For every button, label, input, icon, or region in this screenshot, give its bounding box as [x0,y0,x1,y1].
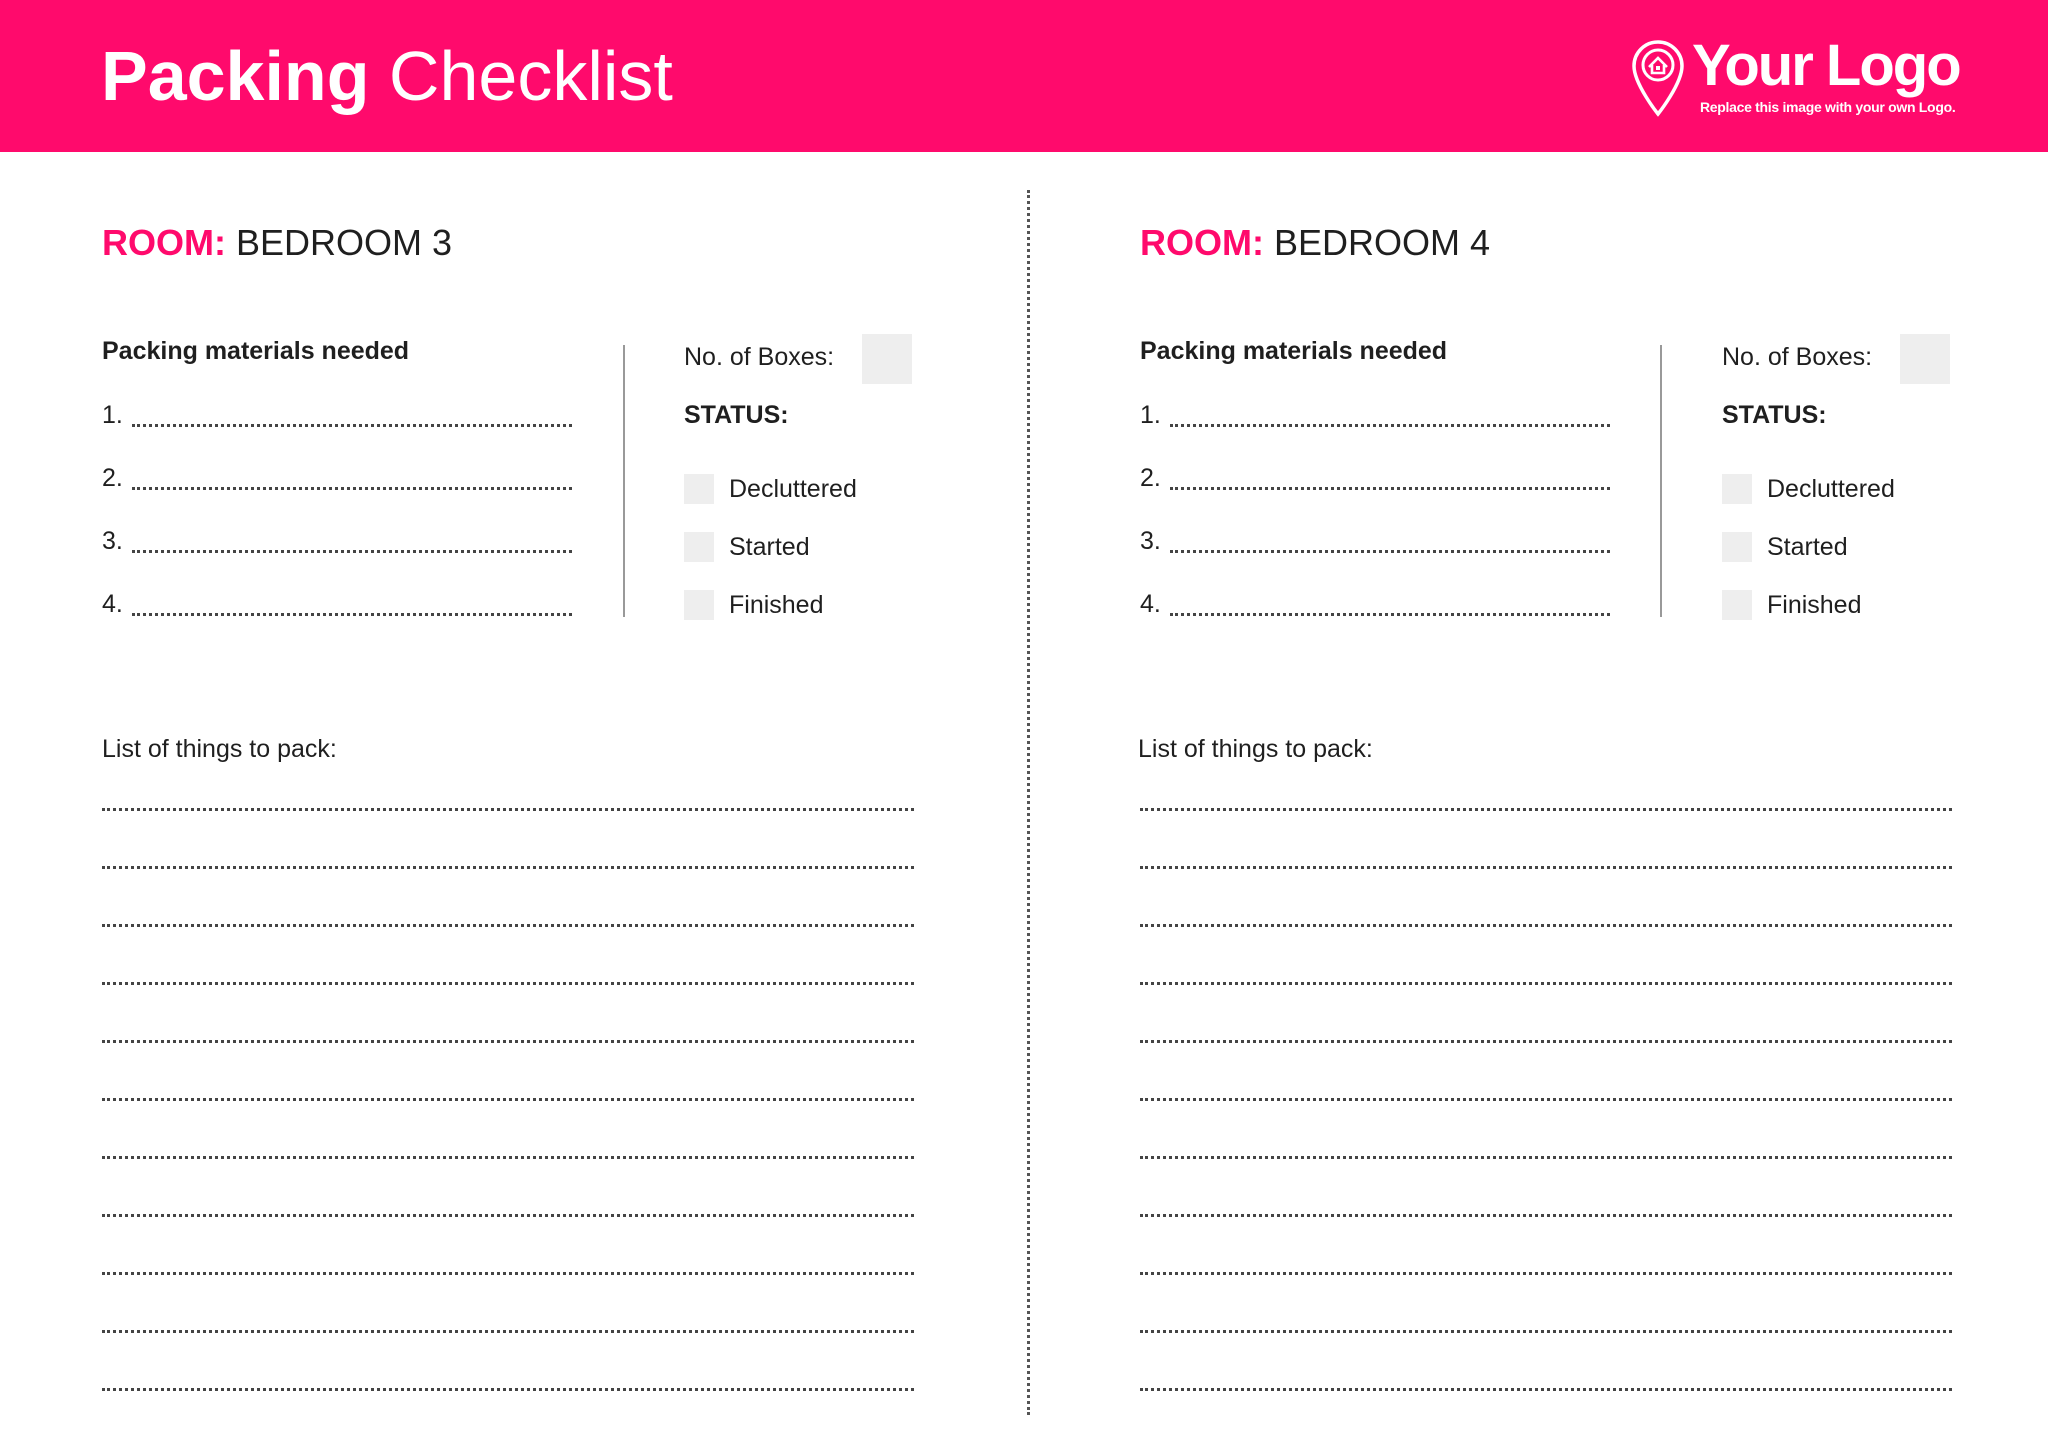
center-divider [1027,190,1030,1415]
pack-list-line[interactable] [102,808,914,811]
status-option-label: Started [1767,533,1848,561]
status-option-decluttered[interactable] [1722,474,1982,506]
pack-list-line[interactable] [1140,808,1952,811]
material-number: 3. [102,527,123,555]
status-option-label: Decluttered [729,475,857,503]
material-entry-line[interactable] [132,424,572,427]
pack-list-line[interactable] [102,1272,914,1275]
room-title [1140,222,1490,264]
status-option-started[interactable] [684,532,944,564]
status-option-finished[interactable] [1722,590,1982,622]
material-number: 3. [1140,527,1161,555]
section-separator [623,345,625,617]
pack-list-heading: List of things to pack: [102,735,337,763]
material-entry-line[interactable] [132,487,572,490]
pack-list-line[interactable] [1140,1156,1952,1159]
pack-list-line[interactable] [102,1330,914,1333]
material-entry-line[interactable] [132,613,572,616]
material-number: 4. [1140,590,1161,618]
material-item[interactable] [102,461,572,501]
pack-list-line[interactable] [102,982,914,985]
room-key: ROOM: [102,222,226,263]
pack-list-line[interactable] [1140,1214,1952,1217]
material-item[interactable] [102,398,572,438]
room-title [102,222,452,264]
status-checkbox[interactable] [684,474,714,504]
status-option-started[interactable] [1722,532,1982,564]
room-key: ROOM: [1140,222,1264,263]
section-separator [1660,345,1662,617]
materials-heading: Packing materials needed [102,337,410,365]
pack-list-line[interactable] [1140,1040,1952,1043]
status-checkbox[interactable] [1722,590,1752,620]
material-entry-line[interactable] [1170,424,1610,427]
pack-list-line[interactable] [102,1388,914,1391]
status-label: STATUS: [684,401,789,429]
title-bold: Packing [101,37,370,115]
pack-list-line[interactable] [1140,1330,1952,1333]
boxes-count-field[interactable] [862,334,912,384]
status-option-label: Decluttered [1767,475,1895,503]
pack-list-line[interactable] [1140,1272,1952,1275]
pack-list-line[interactable] [1140,924,1952,927]
material-number: 2. [102,464,123,492]
material-entry-line[interactable] [132,550,572,553]
status-checkbox[interactable] [1722,474,1752,504]
boxes-label: No. of Boxes: [1722,343,1873,371]
material-entry-line[interactable] [1170,613,1610,616]
logo-subtitle: Replace this image with your own Logo. [1700,99,1956,115]
status-checkbox[interactable] [684,532,714,562]
room-panel-bedroom-3 [102,0,1002,1448]
status-option-decluttered[interactable] [684,474,944,506]
room-panel-bedroom-4 [1140,0,2040,1448]
material-entry-line[interactable] [1170,550,1610,553]
material-entry-line[interactable] [1170,487,1610,490]
status-checkbox[interactable] [1722,532,1752,562]
pack-list-line[interactable] [102,1156,914,1159]
material-item[interactable] [1140,398,1610,438]
pack-list-line[interactable] [1140,982,1952,985]
pack-list-line[interactable] [102,1214,914,1217]
pack-list-line[interactable] [1140,1388,1952,1391]
material-number: 1. [102,401,123,429]
material-number: 1. [1140,401,1161,429]
pack-list-line[interactable] [102,924,914,927]
status-option-finished[interactable] [684,590,944,622]
material-number: 4. [102,590,123,618]
title-regular: Checklist [388,37,673,115]
boxes-label: No. of Boxes: [684,343,835,371]
pack-list-line[interactable] [102,1040,914,1043]
status-checkbox[interactable] [684,590,714,620]
material-item[interactable] [102,524,572,564]
materials-heading: Packing materials needed [1140,337,1448,365]
room-name: BEDROOM 3 [236,222,453,263]
status-option-label: Finished [729,591,824,619]
pack-list-line[interactable] [1140,1098,1952,1101]
status-label: STATUS: [1722,401,1827,429]
material-item[interactable] [1140,524,1610,564]
logo-text: Your Logo [1692,33,1960,98]
material-number: 2. [1140,464,1161,492]
room-name: BEDROOM 4 [1274,222,1491,263]
material-item[interactable] [1140,461,1610,501]
boxes-count-field[interactable] [1900,334,1950,384]
status-option-label: Started [729,533,810,561]
material-item[interactable] [102,587,572,627]
material-item[interactable] [1140,587,1610,627]
pack-list-line[interactable] [1140,866,1952,869]
pack-list-heading: List of things to pack: [1138,735,1373,763]
pack-list-line[interactable] [102,1098,914,1101]
pack-list-line[interactable] [102,866,914,869]
status-option-label: Finished [1767,591,1862,619]
